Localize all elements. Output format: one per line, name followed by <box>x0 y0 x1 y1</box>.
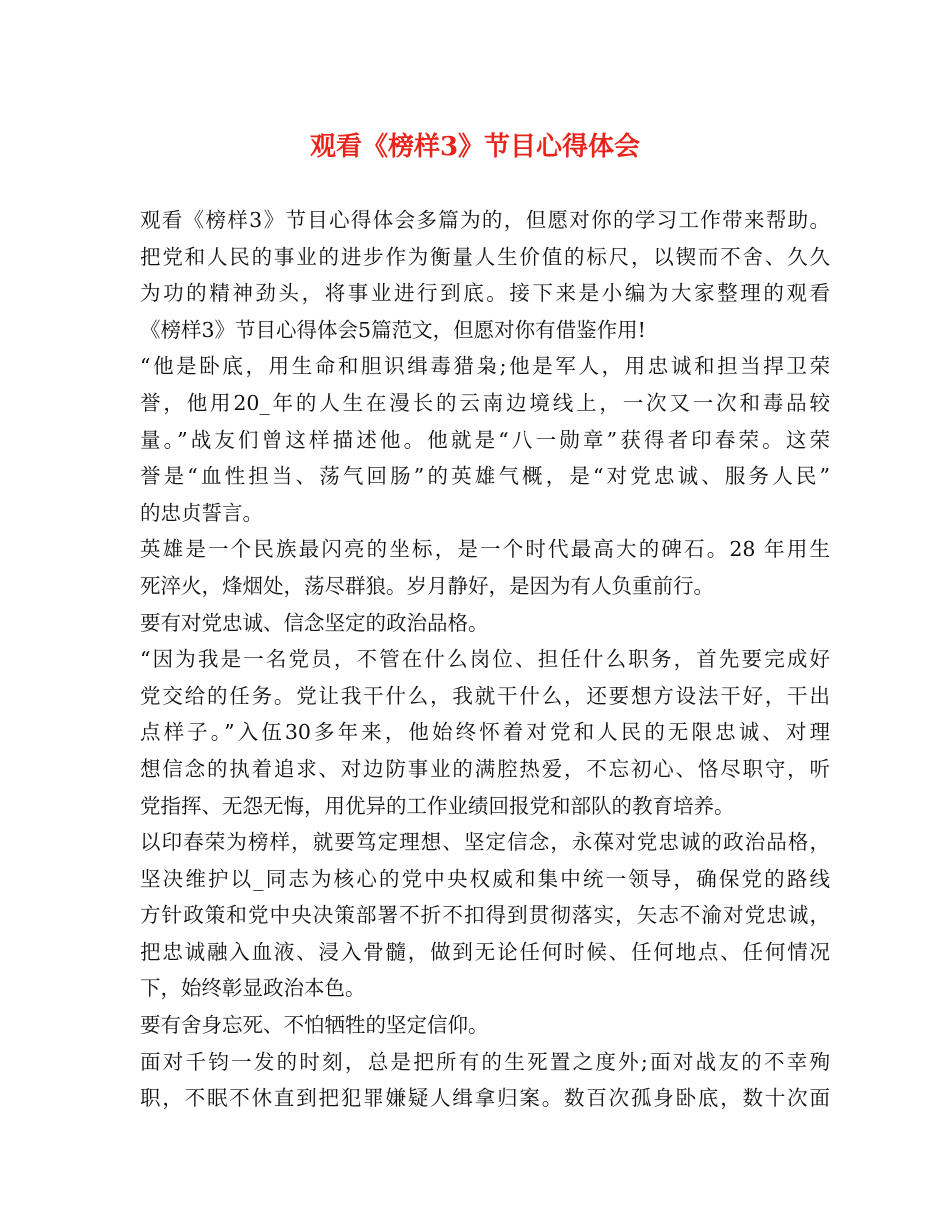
body-line: 的忠贞誓言。 <box>140 500 263 525</box>
body-line: 下，始终彰显政治本色。 <box>140 976 366 1001</box>
body-line: 观看《榜样3》节目心得体会多篇为的，但愿对你的学习工作带来帮助。 <box>140 208 830 232</box>
body-line: 为功的精神劲头，将事业进行到底。接下来是小编为大家整理的观看 <box>140 281 830 306</box>
body-line: 誉是“血性担当、荡气回肠”的英雄气概，是“对党忠诚、服务人民” <box>140 464 830 489</box>
body-line: 党指挥、无怨无悔，用优异的工作业绩回报党和部队的教育培养。 <box>140 793 735 818</box>
body-line: “因为我是一名党员，不管在什么岗位、担任什么职务，首先要完成好 <box>140 647 830 672</box>
document-body <box>140 202 830 1117</box>
body-line: 把党和人民的事业的进步作为衡量人生价值的标尺，以锲而不舍、久久 <box>140 244 830 269</box>
body-line: 党交给的任务。党让我干什么，我就干什么，还要想方设法干好，干出 <box>140 683 830 708</box>
body-line: 方针政策和党中央决策部署不折不扣得到贯彻落实，矢志不渝对党忠诚， <box>140 903 830 928</box>
body-line: 誉，他用20_年的人生在漫长的云南边境线上，一次又一次和毒品较 <box>140 390 830 415</box>
document-title: 观看《榜样3》节目心得体会 <box>309 132 641 162</box>
body-line: 坚决维护以_同志为核心的党中央权威和集中统一领导，确保党的路线 <box>140 866 830 891</box>
body-line: 要有舍身忘死、不怕牺牲的坚定信仰。 <box>140 1013 489 1038</box>
body-line: 想信念的执着追求、对边防事业的满腔热爱，不忘初心、恪尽职守，听 <box>140 756 830 781</box>
body-line: 要有对党忠诚、信念坚定的政治品格。 <box>140 610 489 635</box>
body-line: 点样子。”入伍30多年来，他始终怀着对党和人民的无限忠诚、对理 <box>140 720 830 745</box>
body-line: “他是卧底，用生命和胆识缉毒猎枭;他是军人，用忠诚和担当捍卫荣 <box>140 354 830 379</box>
body-line: 《榜样3》节目心得体会5篇范文，但愿对你有借鉴作用! <box>140 317 646 342</box>
body-line: 以印春荣为榜样，就要笃定理想、坚定信念，永葆对党忠诚的政治品格， <box>140 830 830 855</box>
body-line: 面对千钧一发的时刻，总是把所有的生死置之度外;面对战友的不幸殉 <box>140 1049 830 1074</box>
body-line: 英雄是一个民族最闪亮的坐标，是一个时代最高大的碑石。28 年用生 <box>140 537 830 562</box>
body-line: 量。”战友们曾这样描述他。他就是“八一勋章”获得者印春荣。这荣 <box>140 427 830 452</box>
body-line: 死淬火，烽烟处，荡尽群狼。岁月静好，是因为有人负重前行。 <box>140 573 714 598</box>
body-line: 职，不眠不休直到把犯罪嫌疑人缉拿归案。数百次孤身卧底，数十次面 <box>140 1086 830 1111</box>
body-line: 把忠诚融入血液、浸入骨髓，做到无论任何时候、任何地点、任何情况 <box>140 939 830 964</box>
